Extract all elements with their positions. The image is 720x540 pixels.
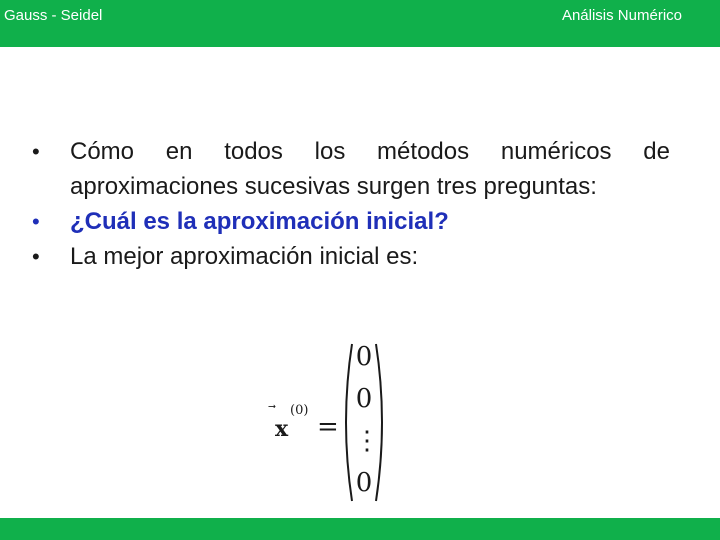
vector-entry: 0: [355, 342, 373, 372]
header-bar: [0, 0, 720, 47]
bullet-dot: •: [32, 244, 40, 269]
bullet-item-questions: [32, 134, 670, 204]
vector-superscript: (0): [290, 403, 309, 418]
bullet-text: Cómo en todos los métodos numéricos de aproximaciones sucesivas surgen tres preguntas:: [70, 138, 670, 200]
vector-symbol: x: [275, 416, 289, 442]
bullet-item-initial-question: [32, 204, 670, 239]
equals-sign: =: [317, 412, 339, 442]
header-right-title: Análisis Numérico: [561, 7, 682, 24]
bullet-item-best-initial: [32, 239, 670, 274]
initial-vector-equation: [270, 340, 390, 505]
vector-entry: ⋮: [354, 426, 380, 456]
footer-bar: [0, 518, 720, 540]
vector-entry: 0: [355, 384, 373, 414]
bullet-dot: •: [32, 139, 40, 164]
header-left-title: Gauss - Seidel: [4, 7, 103, 24]
bullet-dot: •: [32, 209, 40, 234]
vector-entry: 0: [355, 468, 373, 498]
bullet-text: ¿Cuál es la aproximación inicial?: [70, 208, 449, 235]
bullet-list: [32, 134, 670, 274]
bullet-text: La mejor aproximación inicial es:: [70, 243, 419, 270]
